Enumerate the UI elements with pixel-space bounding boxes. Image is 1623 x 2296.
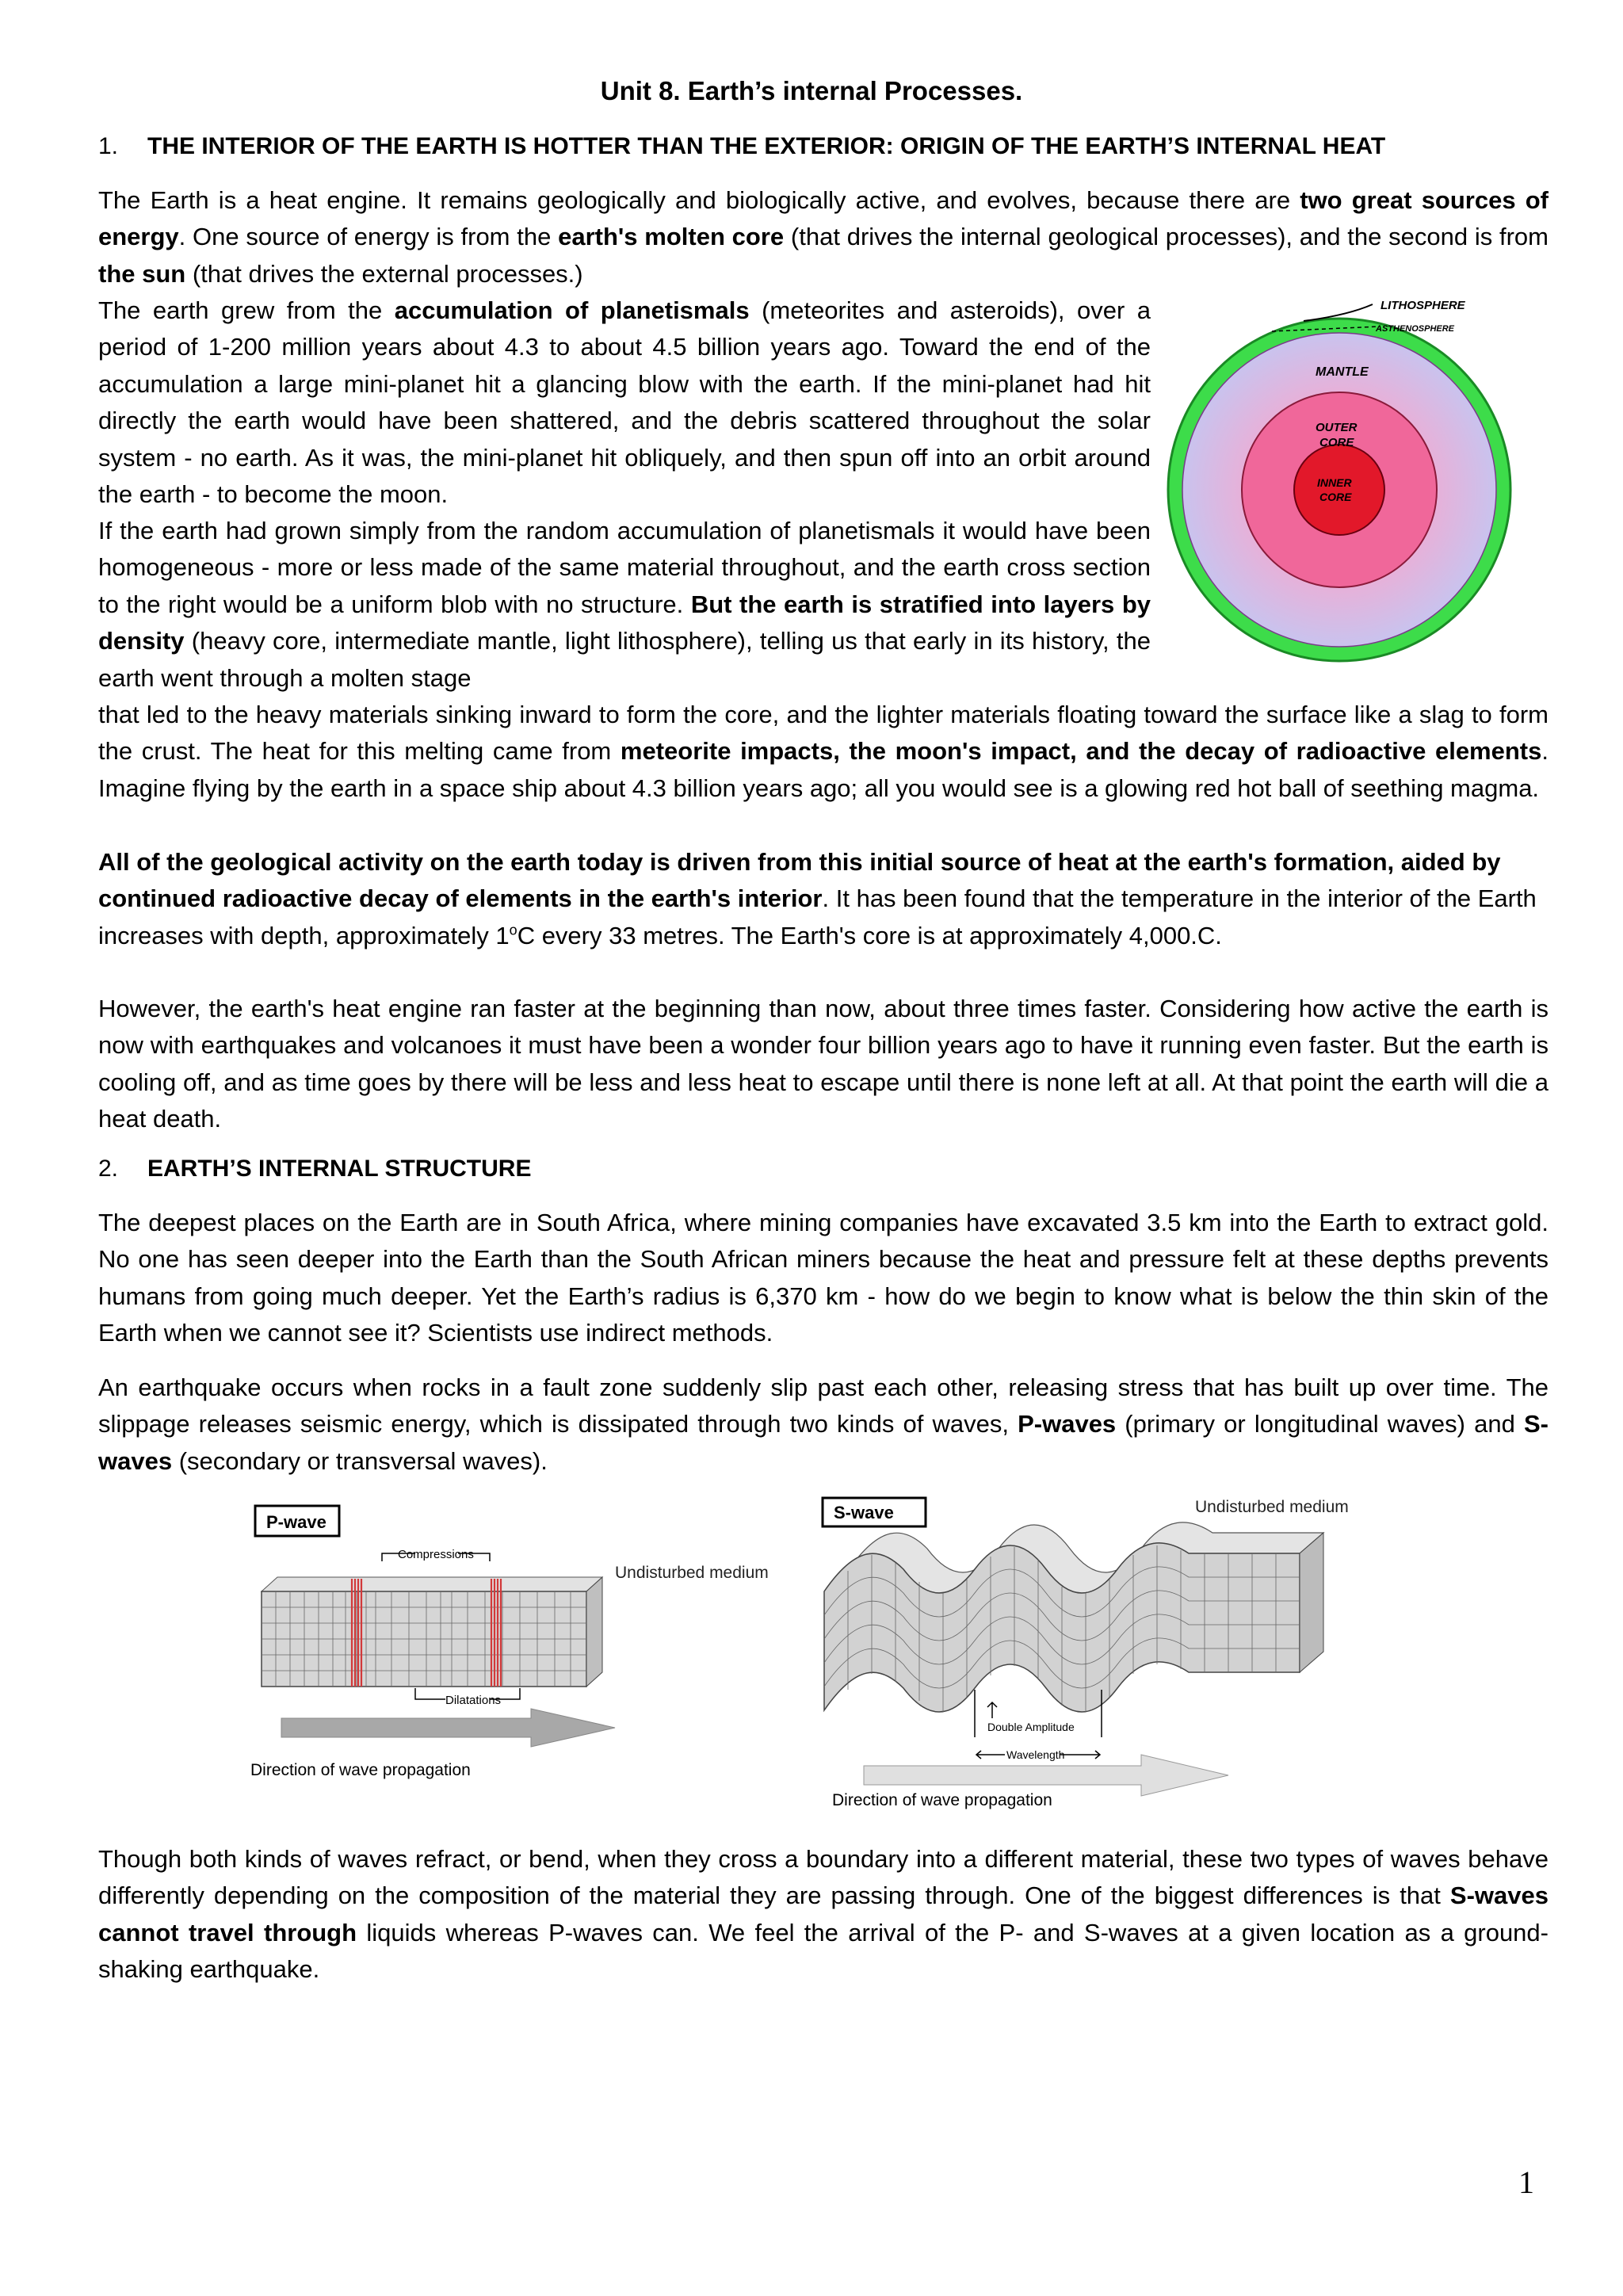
page-number: 1	[1518, 2164, 1534, 2200]
section-1-paragraph-5: However, the earth's heat engine ran faster at the beginning than now, about three times faster. Considering how active the earth is now with earthquakes and volcanoes it must have been a wonder four billion years ago to have it running even faster. But the earth is cooling off, and as time goes by there will be less and less heat to escape until there is none left at all. At that point the earth will die a heat death.	[98, 995, 1549, 1133]
section-2-heading	[98, 1156, 531, 1182]
page-title: Unit 8. Earth’s internal Processes.	[600, 76, 1023, 105]
section-1-paragraph-3-continued: that led to the heavy materials sinking inward to form the core, and the lighter materials floating toward the surface like a slag to form the crust. The heat for this melting came from meteorite impacts, the moon's impact, and the decay of radioactive elements. Imagine flying by the earth in a space ship about 4.3 billion years ago; all you would see is a glowing red hot ball of seething magma.	[98, 701, 1549, 802]
section-2-number: 2.	[98, 1156, 119, 1182]
earth-cross-section-diagram	[1141, 285, 1537, 682]
section-2-title: EARTH’S INTERNAL STRUCTURE	[147, 1156, 532, 1182]
inner-core-label-1: INNER	[1317, 476, 1352, 489]
s-wave-undisturbed-label: Undisturbed medium	[1195, 1498, 1349, 1516]
asthenosphere-label: ASTHENOSPHERE	[1376, 324, 1455, 334]
p-wave-direction-label: Direction of wave propagation	[250, 1761, 471, 1779]
wavelength-label: Wavelength	[1006, 1748, 1065, 1761]
section-1-heading	[98, 133, 1385, 160]
s-wave-block-side	[1300, 1533, 1323, 1672]
section-2-paragraph-3: Though both kinds of waves refract, or bend, when they cross a boundary into a different material, these two types of waves behave differently depending on the composition of the material they are passing through. One of the biggest differences is that S-waves cannot travel through liquids whereas P-waves can. We feel the arrival of the P- and S-waves at a given location as a ground-shaking earthquake.	[98, 1845, 1549, 1984]
p-wave-label: P-wave	[266, 1512, 327, 1532]
double-amplitude-label: Double Amplitude	[987, 1721, 1075, 1733]
dilatations-label: Dilatations	[445, 1694, 502, 1707]
p-wave-block-top	[262, 1577, 602, 1591]
outer-core-label-1: OUTER	[1316, 421, 1358, 434]
inner-core-layer	[1294, 445, 1384, 535]
lithosphere-label: LITHOSPHERE	[1381, 299, 1465, 312]
section-1-number: 1.	[98, 133, 119, 159]
mantle-label: MANTLE	[1316, 365, 1369, 379]
section-1-paragraph-2: The earth grew from the accumulation of planetismals (meteorites and asteroids), over a period of 1-200 million years about 4.3 to about 4.5 billion years ago. Toward the end of the accumulation a large mini-planet hit a glancing blow with the earth. If the mini-planet had hit directly the earth would have been shattered, and the debris scattered throughout the solar system - no earth. As it was, the mini-planet hit obliquely, and then spun off into an orbit around the earth - to become the moon.	[98, 296, 1151, 509]
section-2-paragraph-2: An earthquake occurs when rocks in a fault zone suddenly slip past each other, releasing stress that has built up over time. The slippage releases seismic energy, which is dissipated through two kinds of waves, P-waves (primary or longitudinal waves) and S-waves (secondary or transversal waves).	[98, 1373, 1549, 1475]
s-wave-figure	[808, 1482, 1419, 1815]
section-1-paragraph-3: If the earth had grown simply from the random accumulation of planetismals it would have been homogeneous - more or less made of the same material throughout, and the earth cross section to the right would be a uniform blob with no structure. But the earth is stratified into layers by density (heavy core, intermediate mantle, light lithosphere), telling us that early in its history, the earth went through a molten stage	[98, 517, 1151, 692]
outer-core-label-2: CORE	[1319, 436, 1354, 449]
s-wave-label: S-wave	[834, 1503, 894, 1522]
compressions-label: Compressions	[398, 1548, 474, 1561]
p-wave-figure	[238, 1490, 808, 1791]
section-1-title: THE INTERIOR OF THE EARTH IS HOTTER THAN THE EXTERIOR: ORIGIN OF THE EARTH’S INTERNAL HEAT	[147, 133, 1386, 159]
p-wave-undisturbed-label: Undisturbed medium	[615, 1564, 769, 1582]
s-wave-direction-label: Direction of wave propagation	[832, 1791, 1052, 1809]
inner-core-label-2: CORE	[1319, 491, 1352, 503]
section-1-paragraph-4: All of the geological activity on the earth today is driven from this initial source of heat at the earth's formation, aided by continued radioactive decay of elements in the earth's interior. It has been found that the temperature in the interior of the Earth increases with depth, approximately 1$^o$C every 33 metres. The Earth's core is at approximately 4,000.C.	[98, 848, 1537, 949]
section-2-paragraph-1: The deepest places on the Earth are in South Africa, where mining companies have excavated 3.5 km into the Earth to extract gold. No one has seen deeper into the Earth than the South African miners because the heat and pressure felt at these depths prevents humans from going much deeper. Yet the Earth’s radius is 6,370 km - how do we begin to know what is below the thin skin of the Earth when we cannot see it? Scientists use indirect methods.	[98, 1209, 1549, 1347]
section-1-paragraph-1: The Earth is a heat engine. It remains geologically and biologically active, and evolves, because there are two great sources of energy. One source of energy is from the earth's molten core (that drives the internal geological processes), and the second is from the sun (that drives the external processes.)	[98, 186, 1549, 288]
p-wave-direction-arrow	[281, 1709, 615, 1747]
p-wave-block-side	[586, 1577, 602, 1687]
